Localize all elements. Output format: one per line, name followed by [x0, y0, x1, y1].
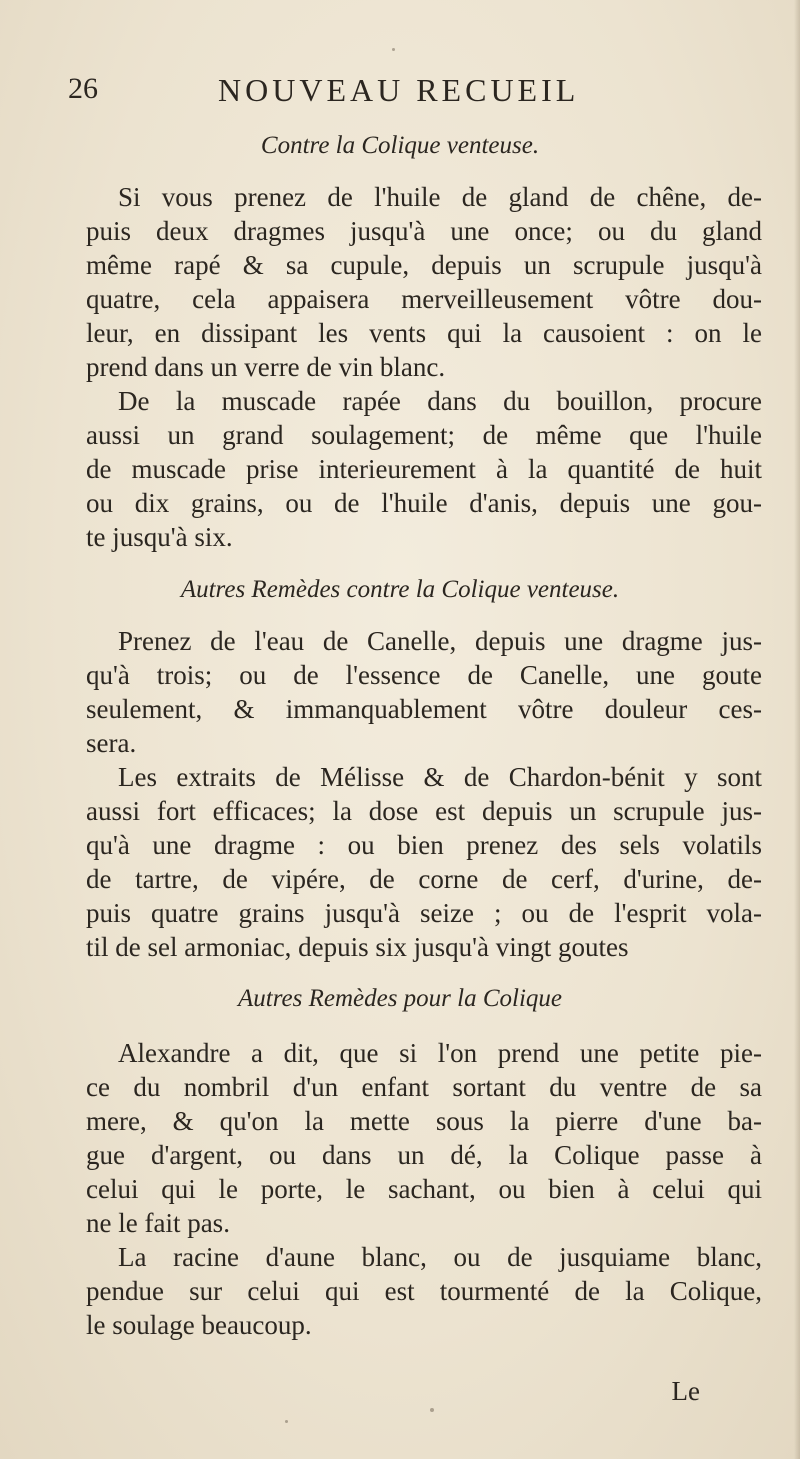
text-line: seulement, & immanquablement vôtre douleur ces- — [86, 694, 762, 724]
text-line: ce du nombril d'un enfant sortant du ventre de sa — [86, 1072, 762, 1102]
text-line: La racine d'aune blanc, ou de jusquiame blanc, — [118, 1242, 762, 1272]
text-line: sera. — [86, 728, 137, 758]
text-line: te jusqu'à six. — [86, 522, 233, 552]
text-line: même rapé & sa cupule, depuis un scrupule jusqu'à — [86, 250, 762, 280]
text-line: puis deux dragmes jusqu'à une once; ou du gland — [86, 216, 762, 246]
page-edge-shadow — [794, 0, 800, 1459]
paper-speck — [392, 48, 395, 51]
text-line: le soulage beaucoup. — [86, 1310, 312, 1340]
section-heading-autres-remedes: Autres Remèdes contre la Colique venteuse. — [180, 576, 620, 603]
text-line: gue d'argent, ou dans un dé, la Colique passe à — [86, 1140, 762, 1170]
section-heading-remedes-colique: Autres Remèdes pour la Colique — [237, 985, 563, 1012]
paper-speck — [430, 1408, 434, 1412]
running-head — [68, 72, 708, 112]
page-number: 26 — [68, 72, 98, 105]
text-line: de tartre, de vipére, de corne de cerf, d'urine, de- — [86, 864, 762, 894]
text-line: prend dans un verre de vin blanc. — [86, 352, 446, 382]
text-line: aussi un grand soulagement; de même que l'huile — [86, 420, 762, 450]
running-title: NOUVEAU RECUEIL — [218, 72, 580, 108]
text-line: leur, en dissipant les vents qui la causoient : on le — [86, 318, 762, 348]
catchword: Le — [671, 1376, 700, 1406]
text-line: ou dix grains, ou de l'huile d'anis, depuis une gou- — [86, 488, 762, 518]
text-line: mere, & qu'on la mette sous la pierre d'une ba- — [86, 1106, 762, 1136]
text-line: ne le fait pas. — [86, 1208, 230, 1238]
section-heading-colique-venteuse: Contre la Colique venteuse. — [260, 132, 540, 159]
text-line: quatre, cela appaisera merveilleusement vôtre dou- — [86, 284, 762, 314]
section-body-autres-remedes — [86, 624, 762, 964]
text-line: qu'à trois; ou de l'essence de Canelle, une goute — [86, 660, 762, 690]
text-line: aussi fort efficaces; la dose est depuis un scrupule jus- — [86, 796, 762, 826]
text-line: qu'à une dragme : ou bien prenez des sels volatils — [86, 830, 762, 860]
text-line: Prenez de l'eau de Canelle, depuis une dragme jus- — [118, 626, 762, 656]
section-body-remedes-colique — [86, 1036, 762, 1342]
text-line: puis quatre grains jusqu'à seize ; ou de l'esprit vola- — [86, 898, 762, 928]
section-body-colique-venteuse — [86, 180, 762, 554]
text-line: Les extraits de Mélisse & de Chardon-bénit y sont — [118, 762, 762, 792]
text-line: Alexandre a dit, que si l'on prend une petite pie- — [118, 1038, 762, 1068]
text-line: Si vous prenez de l'huile de gland de chêne, de- — [118, 182, 762, 212]
text-line: til de sel armoniac, depuis six jusqu'à vingt goutes — [86, 932, 629, 962]
text-line: pendue sur celui qui est tourmenté de la Colique, — [86, 1276, 762, 1306]
paper-speck — [285, 1420, 288, 1423]
text-line: de muscade prise interieurement à la quantité de huit — [86, 454, 762, 484]
text-line: De la muscade rapée dans du bouillon, procure — [118, 386, 762, 416]
text-line: celui qui le porte, le sachant, ou bien à celui qui — [86, 1174, 762, 1204]
